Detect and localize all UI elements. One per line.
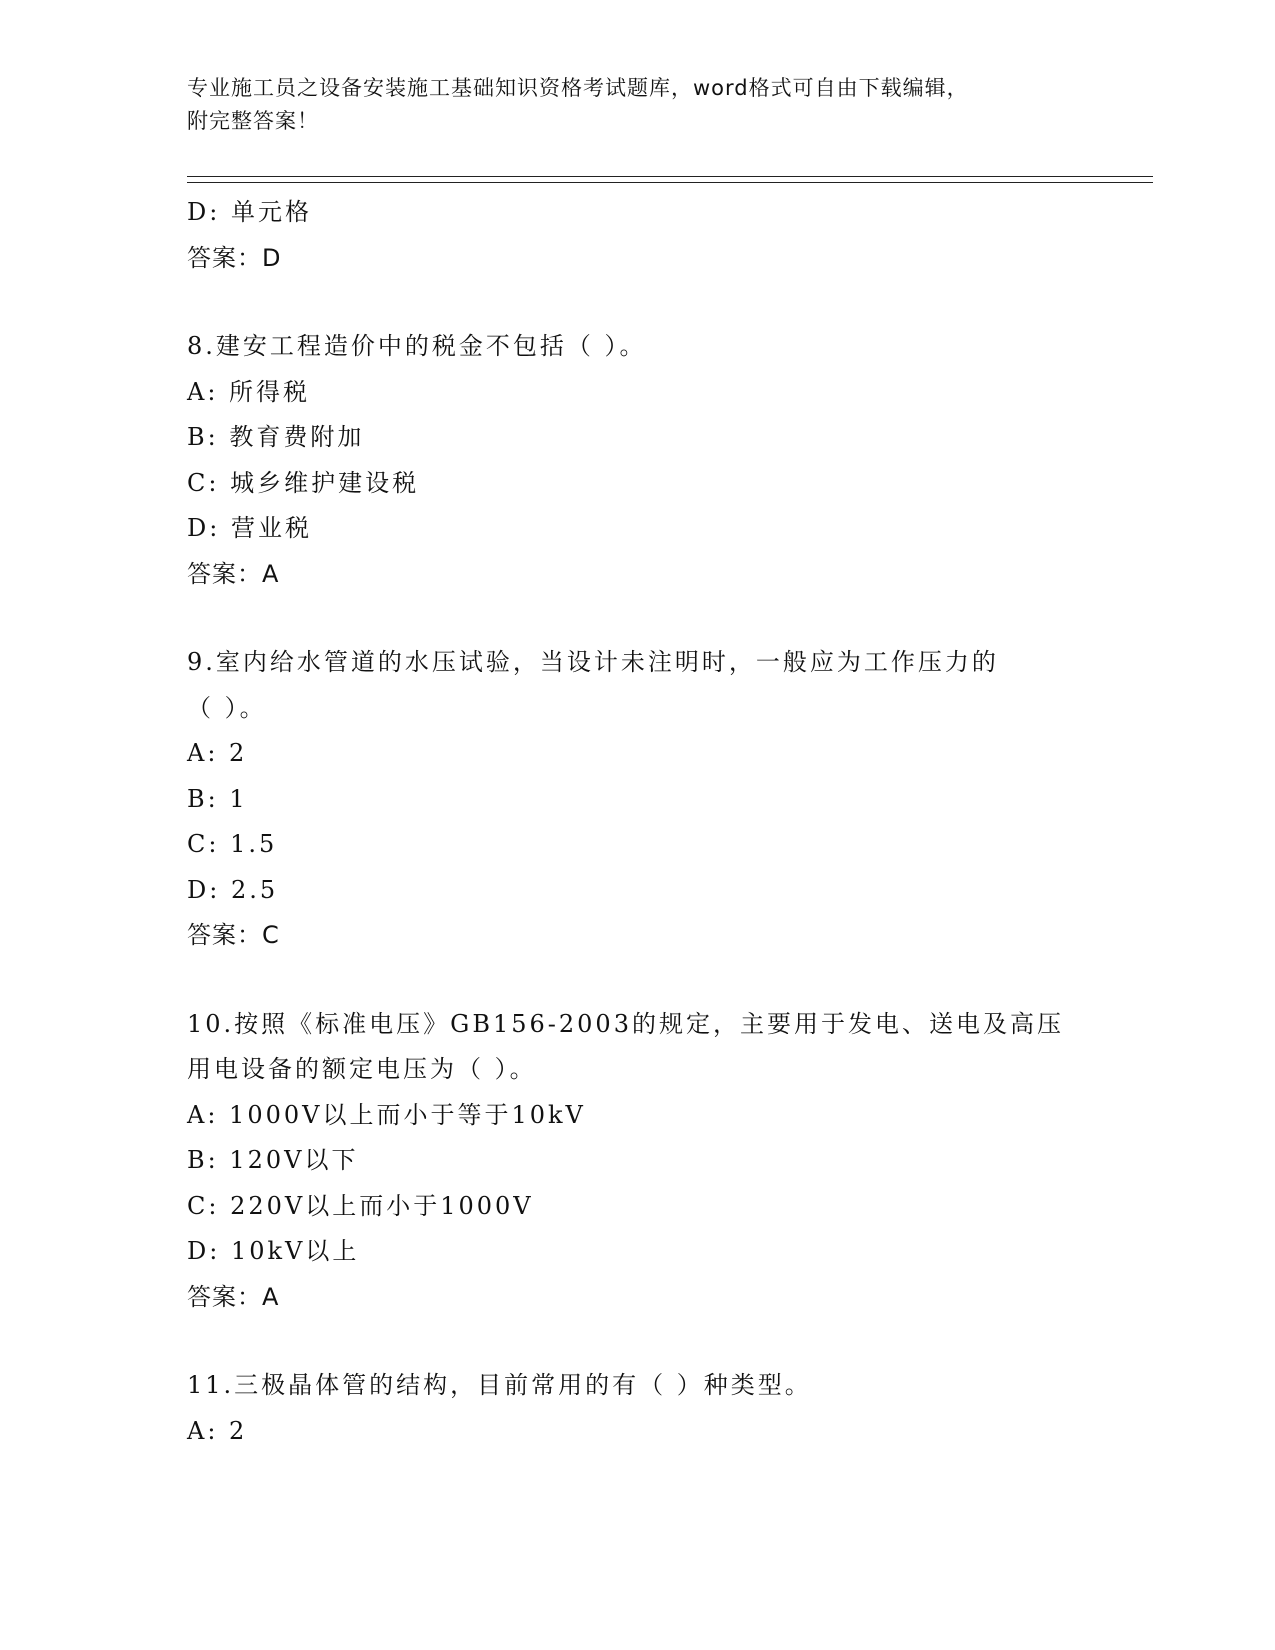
question-stem: 8.建安工程造价中的税金不包括（ ）。: [187, 332, 647, 360]
option-b: B: 1: [187, 784, 248, 813]
option-d: D: 单元格: [187, 198, 312, 226]
question-block-11: [187, 1363, 1107, 1454]
header-rule-bottom: [187, 182, 1153, 183]
spacer: [187, 281, 1107, 324]
question-stem-line-2: 用电设备的额定电压为（ ）。: [187, 1055, 537, 1083]
option-c: C: 城乡维护建设税: [187, 468, 420, 497]
question-block-8: [187, 324, 1107, 597]
question-block-previous: [187, 190, 1107, 281]
header-line-1: 专业施工员之设备安装施工基础知识资格考试题库，word格式可自由下载编辑，: [187, 76, 969, 100]
spacer: [187, 1320, 1107, 1363]
option-d: D: 2.5: [187, 875, 279, 904]
answer-line: 答案：C: [187, 921, 280, 949]
option-a: A: 2: [187, 1416, 248, 1445]
option-a: A: 1000V以上而小于等于10kV: [187, 1100, 586, 1129]
question-stem-line-1: 9.室内给水管道的水压试验，当设计未注明时，一般应为工作压力的: [187, 648, 999, 676]
answer-line: 答案：D: [187, 243, 282, 272]
option-c: C: 220V以上而小于1000V: [187, 1191, 534, 1220]
header-rule-top: [187, 176, 1153, 177]
question-list: [187, 190, 1107, 1454]
question-stem-line-1: 10.按照《标准电压》GB156-2003的规定，主要用于发电、送电及高压: [187, 1009, 1064, 1038]
spacer: [187, 959, 1107, 1002]
question-block-9: [187, 640, 1107, 959]
question-stem-line-2: （ ）。: [187, 693, 267, 722]
option-a: A: 2: [187, 739, 248, 767]
option-d: D: 10kV以上: [187, 1237, 360, 1265]
option-b: B: 120V以下: [187, 1146, 359, 1174]
question-stem: 11.三极晶体管的结构，目前常用的有（ ）种类型。: [187, 1371, 812, 1399]
spacer: [187, 597, 1107, 640]
document-header: [187, 72, 1067, 138]
header-line-2: 附完整答案！: [187, 109, 319, 133]
option-a: A: 所得税: [187, 377, 311, 406]
option-c: C: 1.5: [187, 830, 278, 858]
option-b: B: 教育费附加: [187, 423, 365, 451]
question-block-10: [187, 1002, 1107, 1321]
answer-line: 答案：A: [187, 1282, 280, 1311]
option-d: D: 营业税: [187, 514, 312, 542]
answer-line: 答案：A: [187, 559, 280, 588]
